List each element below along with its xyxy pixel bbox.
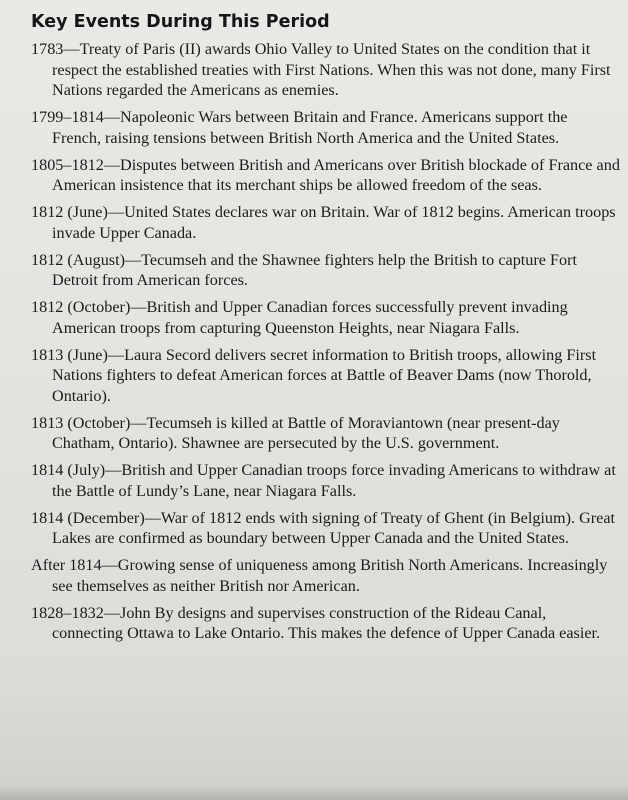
- event-description: Laura Secord delivers secret information to British troops, allowing First Nations fighters to defeat American forces at Battle of Beaver Dams (now Thorold, Ontario).: [52, 345, 597, 405]
- page-bottom-shadow: [0, 786, 628, 800]
- event-date: 1814 (July): [31, 461, 106, 480]
- event-description: Napoleonic Wars between Britain and France. Americans support the French, raising tensions between British North America and the United States.: [52, 108, 568, 147]
- section-heading: Key Events During This Period: [31, 12, 330, 32]
- key-events-list: [0, 39, 628, 650]
- event-entry: 1814 (December)—War of 1812 ends with signing of Treaty of Ghent (in Belgium). Great Lakes are confirmed as boundary between Upper Canada and the United States.: [31, 508, 616, 548]
- event-entry: 1813 (October)—Tecumseh is killed at Battle of Moraviantown (near present-day Chatham, Ontario). Shawnee are persecuted by the U.S. government.: [31, 413, 560, 453]
- event-date: 1813 (June): [31, 345, 108, 364]
- event-description: War of 1812 ends with signing of Treaty of Ghent (in Belgium). Great Lakes are confirmed as boundary between Upper Canada and the United States.: [52, 508, 616, 548]
- event-description: Treaty of Paris (II) awards Ohio Valley to United States on the condition that it respect the established treaties with First Nations. When this was not done, many First Nations regarded the Americans as enemies.: [52, 40, 611, 100]
- event-entry: 1783—Treaty of Paris (II) awards Ohio Valley to United States on the condition that it respect the established treaties with First Nations. When this was not done, many First Nations regarded the Americans as enemies.: [31, 40, 611, 100]
- event-date: 1812 (October): [31, 298, 131, 317]
- event-entry: 1799–1814—Napoleonic Wars between Britain and France. Americans support the French, raising tensions between British North America and the United States.: [31, 108, 568, 147]
- event-date: 1813 (October): [31, 413, 131, 432]
- event-entry: 1812 (October)—British and Upper Canadian forces successfully prevent invading American troops from capturing Queenston Heights, near Niagara Falls.: [31, 298, 568, 337]
- event-date: 1828–1832: [31, 603, 104, 622]
- event-description: Tecumseh is killed at Battle of Moraviantown (near present-day Chatham, Ontario). Shawnee are persecuted by the U.S. government.: [52, 413, 560, 453]
- event-date: 1783: [31, 40, 64, 58]
- event-description: Disputes between British and Americans over British blockade of France and American insistence that its merchant ships be allowed freedom of the seas.: [52, 155, 620, 195]
- event-date: 1812 (August): [31, 250, 125, 269]
- event-entry: 1805–1812—Disputes between British and Americans over British blockade of France and American insistence that its merchant ships be allowed freedom of the seas.: [31, 155, 620, 195]
- event-date: 1814 (December): [31, 508, 145, 527]
- event-entry: 1812 (August)—Tecumseh and the Shawnee fighters help the British to capture Fort Detroit from American forces.: [31, 250, 577, 290]
- event-description: Tecumseh and the Shawnee fighters help the British to capture Fort Detroit from American forces.: [52, 250, 577, 290]
- event-description: Growing sense of uniqueness among British North Americans. Increasingly see themselves as neither British nor American.: [52, 556, 608, 595]
- event-entry: 1813 (June)—Laura Secord delivers secret information to British troops, allowing First Nations fighters to defeat American forces at Battle of Beaver Dams (now Thorold, Ontario).: [31, 345, 597, 405]
- event-date: After 1814: [31, 556, 102, 575]
- event-description: John By designs and supervises construction of the Rideau Canal, connecting Ottawa to Lake Ontario. This makes the defence of Upper Canada easier.: [52, 603, 601, 643]
- event-description: United States declares war on Britain. War of 1812 begins. American troops invade Upper Canada.: [52, 203, 616, 242]
- event-date: 1812 (June): [31, 203, 108, 222]
- event-entry: 1828–1832—John By designs and supervises construction of the Rideau Canal, connecting Ottawa to Lake Ontario. This makes the defence of Upper Canada easier.: [31, 603, 601, 643]
- event-entry: 1814 (July)—British and Upper Canadian troops force invading Americans to withdraw at the Battle of Lundy’s Lane, near Niagara Falls.: [31, 461, 616, 500]
- event-description: British and Upper Canadian troops force invading Americans to withdraw at the Battle of Lundy’s Lane, near Niagara Falls.: [52, 461, 616, 500]
- event-entry: After 1814—Growing sense of uniqueness among British North Americans. Increasingly see themselves as neither British nor American.: [31, 556, 608, 595]
- event-entry: 1812 (June)—United States declares war on Britain. War of 1812 begins. American troops invade Upper Canada.: [31, 203, 616, 242]
- event-date: 1805–1812: [31, 155, 104, 174]
- event-date: 1799–1814: [31, 108, 104, 127]
- event-description: British and Upper Canadian forces successfully prevent invading American troops from capturing Queenston Heights, near Niagara Falls.: [52, 298, 568, 337]
